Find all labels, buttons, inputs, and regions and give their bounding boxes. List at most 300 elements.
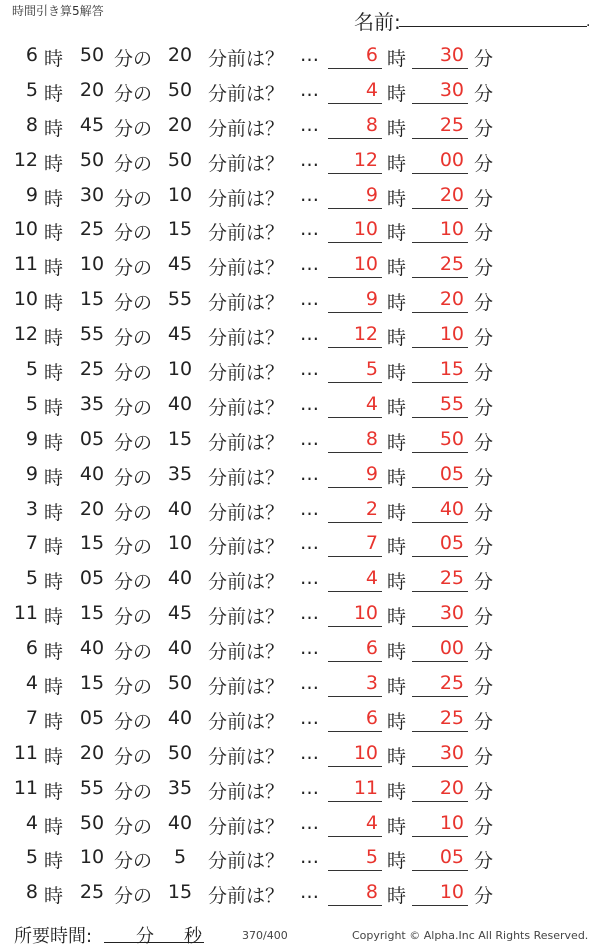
answer-hour: 9 (365, 183, 378, 206)
ellipsis: … (300, 323, 319, 346)
problem-row (0, 422, 600, 457)
answer-hour-label: 時 (387, 362, 407, 385)
worksheet-title: 時間引き算5解答 (12, 4, 104, 18)
answer-minute: 05 (439, 462, 464, 485)
answer-hour-label: 時 (387, 606, 407, 629)
problem-hour: 5 (25, 392, 38, 415)
answer-minute: 15 (439, 358, 464, 381)
problem-minute: 30 (79, 183, 105, 206)
answer-minute: 30 (439, 78, 464, 101)
minutes-before-label: 分前は？ (208, 745, 285, 768)
answer-minute-label: 分 (474, 850, 494, 873)
ellipsis: … (300, 183, 319, 206)
hour-label: 時 (44, 536, 64, 559)
answer-hour-label: 時 (387, 745, 407, 768)
minute-of-label: 分の (114, 641, 153, 664)
ellipsis: … (300, 881, 319, 904)
answer-hour-label: 時 (387, 152, 407, 175)
minute-of-label: 分の (114, 676, 153, 699)
problem-hour: 11 (13, 602, 38, 625)
subtract-minutes: 50 (167, 78, 193, 101)
answer-hour: 8 (365, 881, 378, 904)
answer-minute-label: 分 (474, 327, 494, 350)
problem-row (0, 73, 600, 108)
answer-minute-label: 分 (474, 571, 494, 594)
subtract-minutes: 45 (167, 323, 193, 346)
problem-row (0, 387, 600, 422)
problem-hour: 10 (13, 288, 38, 311)
minutes-before-label: 分前は？ (208, 187, 285, 210)
answer-minute-label: 分 (474, 676, 494, 699)
answer-hour-underline (328, 242, 382, 243)
answer-minute-underline (412, 208, 468, 209)
minute-of-label: 分の (114, 850, 153, 873)
problem-row (0, 840, 600, 875)
answer-minute-underline (412, 487, 468, 488)
answer-minute: 20 (439, 288, 464, 311)
hour-label: 時 (44, 815, 64, 838)
name-field[interactable] (399, 26, 587, 27)
problem-minute: 20 (79, 497, 105, 520)
problem-hour: 5 (25, 846, 38, 869)
minute-of-label: 分の (114, 780, 153, 803)
answer-hour-underline (328, 731, 382, 732)
answer-hour: 3 (365, 672, 378, 695)
answer-minute-underline (412, 417, 468, 418)
minute-of-label: 分の (114, 745, 153, 768)
ellipsis: … (300, 44, 319, 66)
problem-hour: 4 (25, 811, 38, 834)
minutes-before-label: 分前は？ (208, 431, 285, 454)
minutes-before-label: 分前は？ (208, 222, 285, 245)
problem-row (0, 282, 600, 317)
answer-hour-underline (328, 312, 382, 313)
minute-of-label: 分の (114, 536, 153, 559)
answer-hour-underline (328, 696, 382, 697)
problem-minute: 05 (79, 706, 105, 729)
answer-minute-underline (412, 905, 468, 906)
answer-hour: 9 (365, 288, 378, 311)
ellipsis: … (300, 427, 319, 450)
minutes-before-label: 分前は？ (208, 48, 285, 70)
problem-row (0, 875, 600, 910)
minute-of-label: 分の (114, 396, 153, 419)
answer-minute-label: 分 (474, 780, 494, 803)
answer-minute-label: 分 (474, 82, 494, 105)
problem-row (0, 806, 600, 841)
answer-minute-label: 分 (474, 815, 494, 838)
answer-minute: 30 (439, 44, 464, 66)
problem-minute: 50 (79, 811, 105, 834)
answer-minute: 05 (439, 846, 464, 869)
problem-row (0, 666, 600, 701)
answer-minute-label: 分 (474, 431, 494, 454)
answer-minute-label: 分 (474, 292, 494, 315)
answer-minute-underline (412, 696, 468, 697)
problem-minute: 55 (79, 776, 105, 799)
minute-of-label: 分の (114, 117, 153, 140)
problem-row (0, 352, 600, 387)
subtract-minutes: 15 (167, 218, 193, 241)
minute-of-label: 分の (114, 571, 153, 594)
answer-hour-underline (328, 452, 382, 453)
answer-hour-label: 時 (387, 117, 407, 140)
time-minutes-label: 分 (136, 926, 154, 947)
answer-hour-underline (328, 487, 382, 488)
minutes-before-label: 分前は？ (208, 850, 285, 873)
ellipsis: … (300, 706, 319, 729)
answer-hour: 8 (365, 113, 378, 136)
problem-hour: 10 (13, 218, 38, 241)
hour-label: 時 (44, 396, 64, 419)
hour-label: 時 (44, 257, 64, 280)
answer-hour-label: 時 (387, 187, 407, 210)
hour-label: 時 (44, 117, 64, 140)
hour-label: 時 (44, 501, 64, 524)
minute-of-label: 分の (114, 257, 153, 280)
answer-hour-underline (328, 870, 382, 871)
problem-row (0, 38, 600, 73)
hour-label: 時 (44, 466, 64, 489)
problem-minute: 50 (79, 44, 105, 66)
problem-hour: 5 (25, 567, 38, 590)
answer-minute-underline (412, 242, 468, 243)
ellipsis: … (300, 672, 319, 695)
problem-minute: 15 (79, 532, 105, 555)
problem-minute: 15 (79, 602, 105, 625)
answer-minute-label: 分 (474, 257, 494, 280)
problem-list (0, 38, 600, 910)
answer-hour: 11 (353, 776, 378, 799)
answer-hour-underline (328, 208, 382, 209)
minute-of-label: 分の (114, 327, 153, 350)
problem-hour: 3 (25, 497, 38, 520)
answer-hour-underline (328, 277, 382, 278)
hour-label: 時 (44, 152, 64, 175)
ellipsis: … (300, 846, 319, 869)
answer-hour-label: 時 (387, 815, 407, 838)
subtract-minutes: 55 (167, 288, 193, 311)
answer-hour: 10 (353, 218, 378, 241)
problem-row (0, 108, 600, 143)
subtract-minutes: 35 (167, 776, 193, 799)
name-end-dot: . (586, 14, 591, 30)
answer-minute: 10 (439, 811, 464, 834)
problem-hour: 6 (25, 44, 38, 66)
problem-hour: 11 (13, 741, 38, 764)
answer-minute-underline (412, 138, 468, 139)
answer-hour: 12 (353, 323, 378, 346)
minutes-before-label: 分前は？ (208, 641, 285, 664)
problem-row (0, 212, 600, 247)
answer-hour: 4 (365, 811, 378, 834)
subtract-minutes: 40 (167, 392, 193, 415)
answer-hour-label: 時 (387, 501, 407, 524)
answer-hour-label: 時 (387, 257, 407, 280)
hour-label: 時 (44, 571, 64, 594)
answer-minute-label: 分 (474, 536, 494, 559)
answer-minute-underline (412, 68, 468, 69)
answer-hour-label: 時 (387, 571, 407, 594)
problem-minute: 10 (79, 846, 105, 869)
answer-minute: 10 (439, 323, 464, 346)
answer-minute-underline (412, 870, 468, 871)
answer-hour: 9 (365, 462, 378, 485)
problem-hour: 12 (13, 148, 38, 171)
answer-hour-underline (328, 766, 382, 767)
hour-label: 時 (44, 327, 64, 350)
subtract-minutes: 50 (167, 148, 193, 171)
subtract-minutes: 40 (167, 637, 193, 660)
answer-hour-label: 時 (387, 327, 407, 350)
ellipsis: … (300, 637, 319, 660)
answer-minute: 40 (439, 497, 464, 520)
problem-minute: 55 (79, 323, 105, 346)
answer-hour-label: 時 (387, 466, 407, 489)
answer-minute: 20 (439, 183, 464, 206)
answer-hour-label: 時 (387, 431, 407, 454)
answer-minute-label: 分 (474, 501, 494, 524)
problem-row (0, 247, 600, 282)
answer-minute-underline (412, 766, 468, 767)
answer-hour-underline (328, 68, 382, 69)
answer-hour-label: 時 (387, 292, 407, 315)
answer-hour-label: 時 (387, 710, 407, 733)
problem-row (0, 317, 600, 352)
hour-label: 時 (44, 362, 64, 385)
problem-hour: 11 (13, 253, 38, 276)
problem-hour: 7 (25, 706, 38, 729)
answer-hour-label: 時 (387, 780, 407, 803)
problem-hour: 9 (25, 427, 38, 450)
answer-hour-label: 時 (387, 850, 407, 873)
problem-minute: 25 (79, 881, 105, 904)
answer-hour-underline (328, 138, 382, 139)
answer-minute-underline (412, 661, 468, 662)
answer-hour-underline (328, 905, 382, 906)
minutes-before-label: 分前は？ (208, 710, 285, 733)
hour-label: 時 (44, 292, 64, 315)
problem-row (0, 736, 600, 771)
answer-minute: 00 (439, 148, 464, 171)
ellipsis: … (300, 776, 319, 799)
answer-hour: 6 (365, 637, 378, 660)
minutes-before-label: 分前は？ (208, 606, 285, 629)
subtract-minutes: 10 (167, 532, 193, 555)
time-seconds-label: 秒 (184, 926, 202, 947)
problem-minute: 15 (79, 288, 105, 311)
answer-hour-label: 時 (387, 48, 407, 70)
answer-minute-label: 分 (474, 187, 494, 210)
minute-of-label: 分の (114, 606, 153, 629)
minutes-before-label: 分前は？ (208, 466, 285, 489)
minutes-before-label: 分前は？ (208, 571, 285, 594)
hour-label: 時 (44, 606, 64, 629)
problem-minute: 05 (79, 427, 105, 450)
problem-row (0, 492, 600, 527)
answer-hour-label: 時 (387, 885, 407, 908)
problem-minute: 20 (79, 741, 105, 764)
answer-minute-underline (412, 452, 468, 453)
problem-hour: 12 (13, 323, 38, 346)
answer-minute-underline (412, 591, 468, 592)
answer-minute: 25 (439, 567, 464, 590)
problem-hour: 11 (13, 776, 38, 799)
ellipsis: … (300, 113, 319, 136)
problem-hour: 4 (25, 672, 38, 695)
subtract-minutes: 10 (167, 183, 193, 206)
answer-hour-underline (328, 103, 382, 104)
ellipsis: … (300, 741, 319, 764)
minute-of-label: 分の (114, 710, 153, 733)
minutes-before-label: 分前は？ (208, 292, 285, 315)
answer-hour-label: 時 (387, 641, 407, 664)
minutes-before-label: 分前は？ (208, 257, 285, 280)
answer-minute-label: 分 (474, 710, 494, 733)
answer-minute: 50 (439, 427, 464, 450)
minutes-before-label: 分前は？ (208, 117, 285, 140)
subtract-minutes: 45 (167, 253, 193, 276)
answer-minute-underline (412, 277, 468, 278)
subtract-minutes: 40 (167, 567, 193, 590)
hour-label: 時 (44, 885, 64, 908)
minutes-before-label: 分前は？ (208, 676, 285, 699)
hour-label: 時 (44, 780, 64, 803)
minute-of-label: 分の (114, 431, 153, 454)
subtract-minutes: 45 (167, 602, 193, 625)
answer-minute-label: 分 (474, 606, 494, 629)
answer-minute-label: 分 (474, 396, 494, 419)
answer-minute-underline (412, 312, 468, 313)
ellipsis: … (300, 532, 319, 555)
answer-hour-label: 時 (387, 396, 407, 419)
answer-minute: 05 (439, 532, 464, 555)
minutes-before-label: 分前は？ (208, 780, 285, 803)
answer-minute-underline (412, 103, 468, 104)
answer-hour: 4 (365, 567, 378, 590)
answer-minute-label: 分 (474, 48, 494, 70)
answer-minute: 10 (439, 218, 464, 241)
problem-row (0, 631, 600, 666)
answer-minute-underline (412, 173, 468, 174)
problem-hour: 8 (25, 113, 38, 136)
subtract-minutes: 40 (167, 706, 193, 729)
subtract-minutes: 20 (167, 44, 193, 66)
answer-hour-underline (328, 661, 382, 662)
answer-minute-label: 分 (474, 222, 494, 245)
answer-minute-underline (412, 522, 468, 523)
answer-minute-underline (412, 731, 468, 732)
answer-hour-underline (328, 626, 382, 627)
hour-label: 時 (44, 82, 64, 105)
answer-minute: 20 (439, 776, 464, 799)
problem-minute: 25 (79, 358, 105, 381)
answer-minute: 25 (439, 706, 464, 729)
minute-of-label: 分の (114, 501, 153, 524)
hour-label: 時 (44, 431, 64, 454)
problem-hour: 8 (25, 881, 38, 904)
ellipsis: … (300, 497, 319, 520)
problem-minute: 10 (79, 253, 105, 276)
answer-hour-label: 時 (387, 536, 407, 559)
subtract-minutes: 50 (167, 672, 193, 695)
answer-hour: 4 (365, 392, 378, 415)
problem-minute: 15 (79, 672, 105, 695)
ellipsis: … (300, 462, 319, 485)
subtract-minutes: 20 (167, 113, 193, 136)
answer-hour: 7 (365, 532, 378, 555)
answer-minute: 55 (439, 392, 464, 415)
problem-row (0, 143, 600, 178)
answer-hour: 10 (353, 253, 378, 276)
answer-hour: 10 (353, 741, 378, 764)
minute-of-label: 分の (114, 466, 153, 489)
answer-hour-underline (328, 173, 382, 174)
minute-of-label: 分の (114, 82, 153, 105)
problem-minute: 05 (79, 567, 105, 590)
answer-minute-underline (412, 556, 468, 557)
minute-of-label: 分の (114, 815, 153, 838)
problem-hour: 5 (25, 358, 38, 381)
hour-label: 時 (44, 745, 64, 768)
answer-hour: 2 (365, 497, 378, 520)
problem-row (0, 457, 600, 492)
problem-minute: 45 (79, 113, 105, 136)
answer-hour-underline (328, 556, 382, 557)
problem-minute: 35 (79, 392, 105, 415)
problem-minute: 25 (79, 218, 105, 241)
minutes-before-label: 分前は？ (208, 327, 285, 350)
ellipsis: … (300, 602, 319, 625)
problem-minute: 40 (79, 637, 105, 660)
answer-hour: 4 (365, 78, 378, 101)
answer-hour-label: 時 (387, 82, 407, 105)
answer-hour-underline (328, 347, 382, 348)
subtract-minutes: 15 (167, 427, 193, 450)
answer-minute: 00 (439, 637, 464, 660)
answer-minute-label: 分 (474, 152, 494, 175)
minutes-before-label: 分前は？ (208, 885, 285, 908)
hour-label: 時 (44, 710, 64, 733)
answer-hour: 8 (365, 427, 378, 450)
answer-hour-underline (328, 382, 382, 383)
hour-label: 時 (44, 676, 64, 699)
minutes-before-label: 分前は？ (208, 501, 285, 524)
minutes-before-label: 分前は？ (208, 536, 285, 559)
problem-row (0, 771, 600, 806)
answer-hour: 6 (365, 44, 378, 66)
answer-minute: 30 (439, 602, 464, 625)
minute-of-label: 分の (114, 48, 153, 70)
answer-minute-label: 分 (474, 745, 494, 768)
copyright-notice: Copyright © Alpha.Inc All Rights Reserved. (352, 929, 589, 942)
problem-minute: 50 (79, 148, 105, 171)
subtract-minutes: 10 (167, 358, 193, 381)
problem-row (0, 178, 600, 213)
answer-hour-underline (328, 836, 382, 837)
minutes-before-label: 分前は？ (208, 152, 285, 175)
answer-hour: 6 (365, 706, 378, 729)
ellipsis: … (300, 358, 319, 381)
hour-label: 時 (44, 187, 64, 210)
minute-of-label: 分の (114, 222, 153, 245)
hour-label: 時 (44, 850, 64, 873)
answer-minute-underline (412, 626, 468, 627)
answer-minute-label: 分 (474, 641, 494, 664)
answer-hour-label: 時 (387, 676, 407, 699)
answer-minute: 25 (439, 672, 464, 695)
problem-hour: 6 (25, 637, 38, 660)
